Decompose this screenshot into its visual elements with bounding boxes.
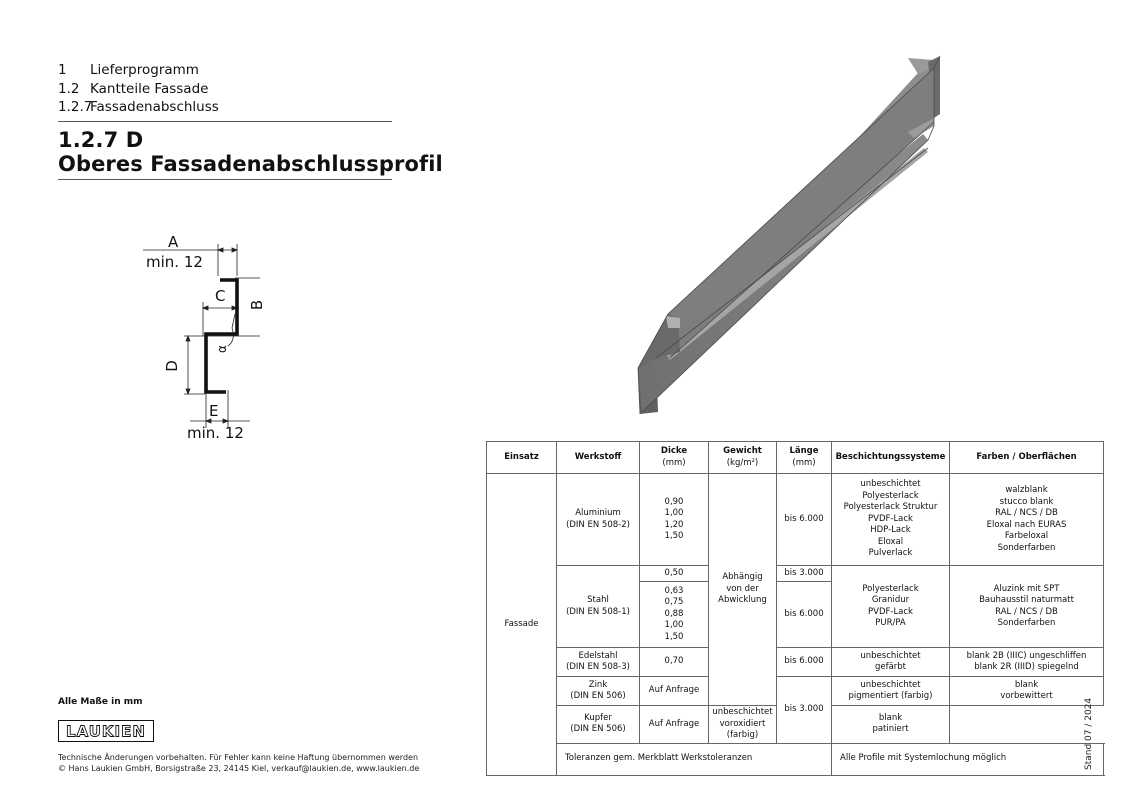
cell-beschichtung-edelstahl: unbeschichtet gefärbt (832, 648, 950, 677)
page-title: Oberes Fassadenabschlussprofil (58, 152, 443, 176)
cell-werkstoff-kupfer: Kupfer (DIN EN 506) (557, 706, 640, 744)
cell-farben-edelstahl: blank 2B (IIIC) ungeschliffen blank 2R (IIID) spiegelnd (950, 648, 1104, 677)
cell-beschichtung-aluminium: unbeschichtet Polyesterlack Polyesterlack Struktur PVDF-Lack HDP-Lack Eloxal Pulverlack (832, 474, 950, 566)
cell-laenge-stahl-2: bis 6.000 (777, 582, 832, 648)
cell-dicke-kupfer: Auf Anfrage (640, 706, 709, 744)
svg-text:LAUKIEN: LAUKIEN (66, 722, 146, 741)
page-code: 1.2.7 D (58, 128, 144, 152)
cell-werkstoff-aluminium: Aluminium (DIN EN 508-2) (557, 474, 640, 566)
table-footer-tolerances: Toleranzen gem. Merkblatt Werkstoleranzen (557, 743, 832, 775)
breadcrumb-number: 1.2.7 (58, 99, 93, 115)
cell-dicke-edelstahl: 0,70 (640, 648, 709, 677)
dim-min-top: min. 12 (146, 253, 203, 271)
cell-farben-zink: blank vorbewittert (950, 677, 1104, 706)
header-gewicht: Gewicht (kg/m²) (709, 442, 777, 474)
footer-address: © Hans Laukien GmbH, Borsigstraße 23, 24145 Kiel, verkauf@laukien.de, www.laukien.de (58, 764, 420, 773)
cell-beschichtung-zink: unbeschichtet pigmentiert (farbig) (832, 677, 950, 706)
breadcrumb-label: Kantteile Fassade (90, 81, 209, 97)
divider-bottom (58, 179, 392, 180)
dim-label-alpha: α (214, 345, 229, 353)
table-footer-lochung: Alle Profile mit Systemlochung möglich (832, 743, 1104, 775)
header-werkstoff: Werkstoff (557, 442, 640, 474)
cell-werkstoff-zink: Zink (DIN EN 506) (557, 677, 640, 706)
laukien-logo (58, 720, 154, 742)
header-laenge: Länge (mm) (777, 442, 832, 474)
cell-werkstoff-stahl: Stahl (DIN EN 508-1) (557, 566, 640, 648)
cell-laenge-aluminium: bis 6.000 (777, 474, 832, 566)
breadcrumb-label: Lieferprogramm (90, 62, 199, 78)
dim-min-bottom: min. 12 (187, 424, 244, 442)
cell-farben-aluminium: walzblank stucco blank RAL / NCS / DB Eloxal nach EURAS Farbeloxal Sonderfarben (950, 474, 1104, 566)
header-dicke: Dicke (mm) (640, 442, 709, 474)
cell-beschichtung-stahl: Polyesterlack Granidur PVDF-Lack PUR/PA (832, 566, 950, 648)
units-note: Alle Maße in mm (58, 697, 143, 707)
dim-label-b: B (248, 299, 267, 311)
cell-laenge-stahl-1: bis 3.000 (777, 566, 832, 582)
dim-label-a: A (168, 233, 179, 251)
footer-disclaimer: Technische Änderungen vorbehalten. Für Fehler kann keine Haftung übernommen werden (58, 753, 419, 762)
dim-label-e: E (209, 402, 219, 420)
divider-top (58, 121, 392, 122)
header-einsatz: Einsatz (487, 442, 557, 474)
profile-3d-render (628, 52, 950, 418)
cell-laenge-zink-kupfer: bis 3.000 (777, 677, 832, 744)
cell-dicke-zink: Auf Anfrage (640, 677, 709, 706)
cell-einsatz: Fassade (487, 474, 557, 776)
header-beschichtung: Beschichtungssysteme (832, 442, 950, 474)
breadcrumb-item-2 (58, 81, 208, 97)
specification-table (486, 441, 1104, 776)
cell-dicke-aluminium: 0,90 1,00 1,20 1,50 (640, 474, 709, 566)
header-farben: Farben / Oberflächen (950, 442, 1104, 474)
cell-farben-stahl: Aluzink mit SPT Bauhausstil naturmatt RAL / NCS / DB Sonderfarben (950, 566, 1104, 648)
dim-label-c: C (215, 287, 226, 305)
cell-farben-kupfer: blank patiniert (832, 706, 950, 744)
stand-date: Stand 07 / 2024 (1084, 697, 1094, 770)
breadcrumb-label: Fassadenabschluss (90, 99, 219, 115)
breadcrumb-item-1 (58, 62, 199, 78)
cell-dicke-stahl-1: 0,50 (640, 566, 709, 582)
cell-laenge-edelstahl: bis 6.000 (777, 648, 832, 677)
cell-beschichtung-kupfer: unbeschichtet voroxidiert (farbig) (709, 706, 777, 744)
breadcrumb-number: 1.2 (58, 81, 80, 97)
cell-gewicht: Abhängig von der Abwicklung (709, 474, 777, 706)
cell-dicke-stahl-2: 0,63 0,75 0,88 1,00 1,50 (640, 582, 709, 648)
breadcrumb-number: 1 (58, 62, 67, 78)
dim-label-d: D (162, 360, 181, 372)
breadcrumb-item-3 (58, 99, 219, 115)
cell-werkstoff-edelstahl: Edelstahl (DIN EN 508-3) (557, 648, 640, 677)
